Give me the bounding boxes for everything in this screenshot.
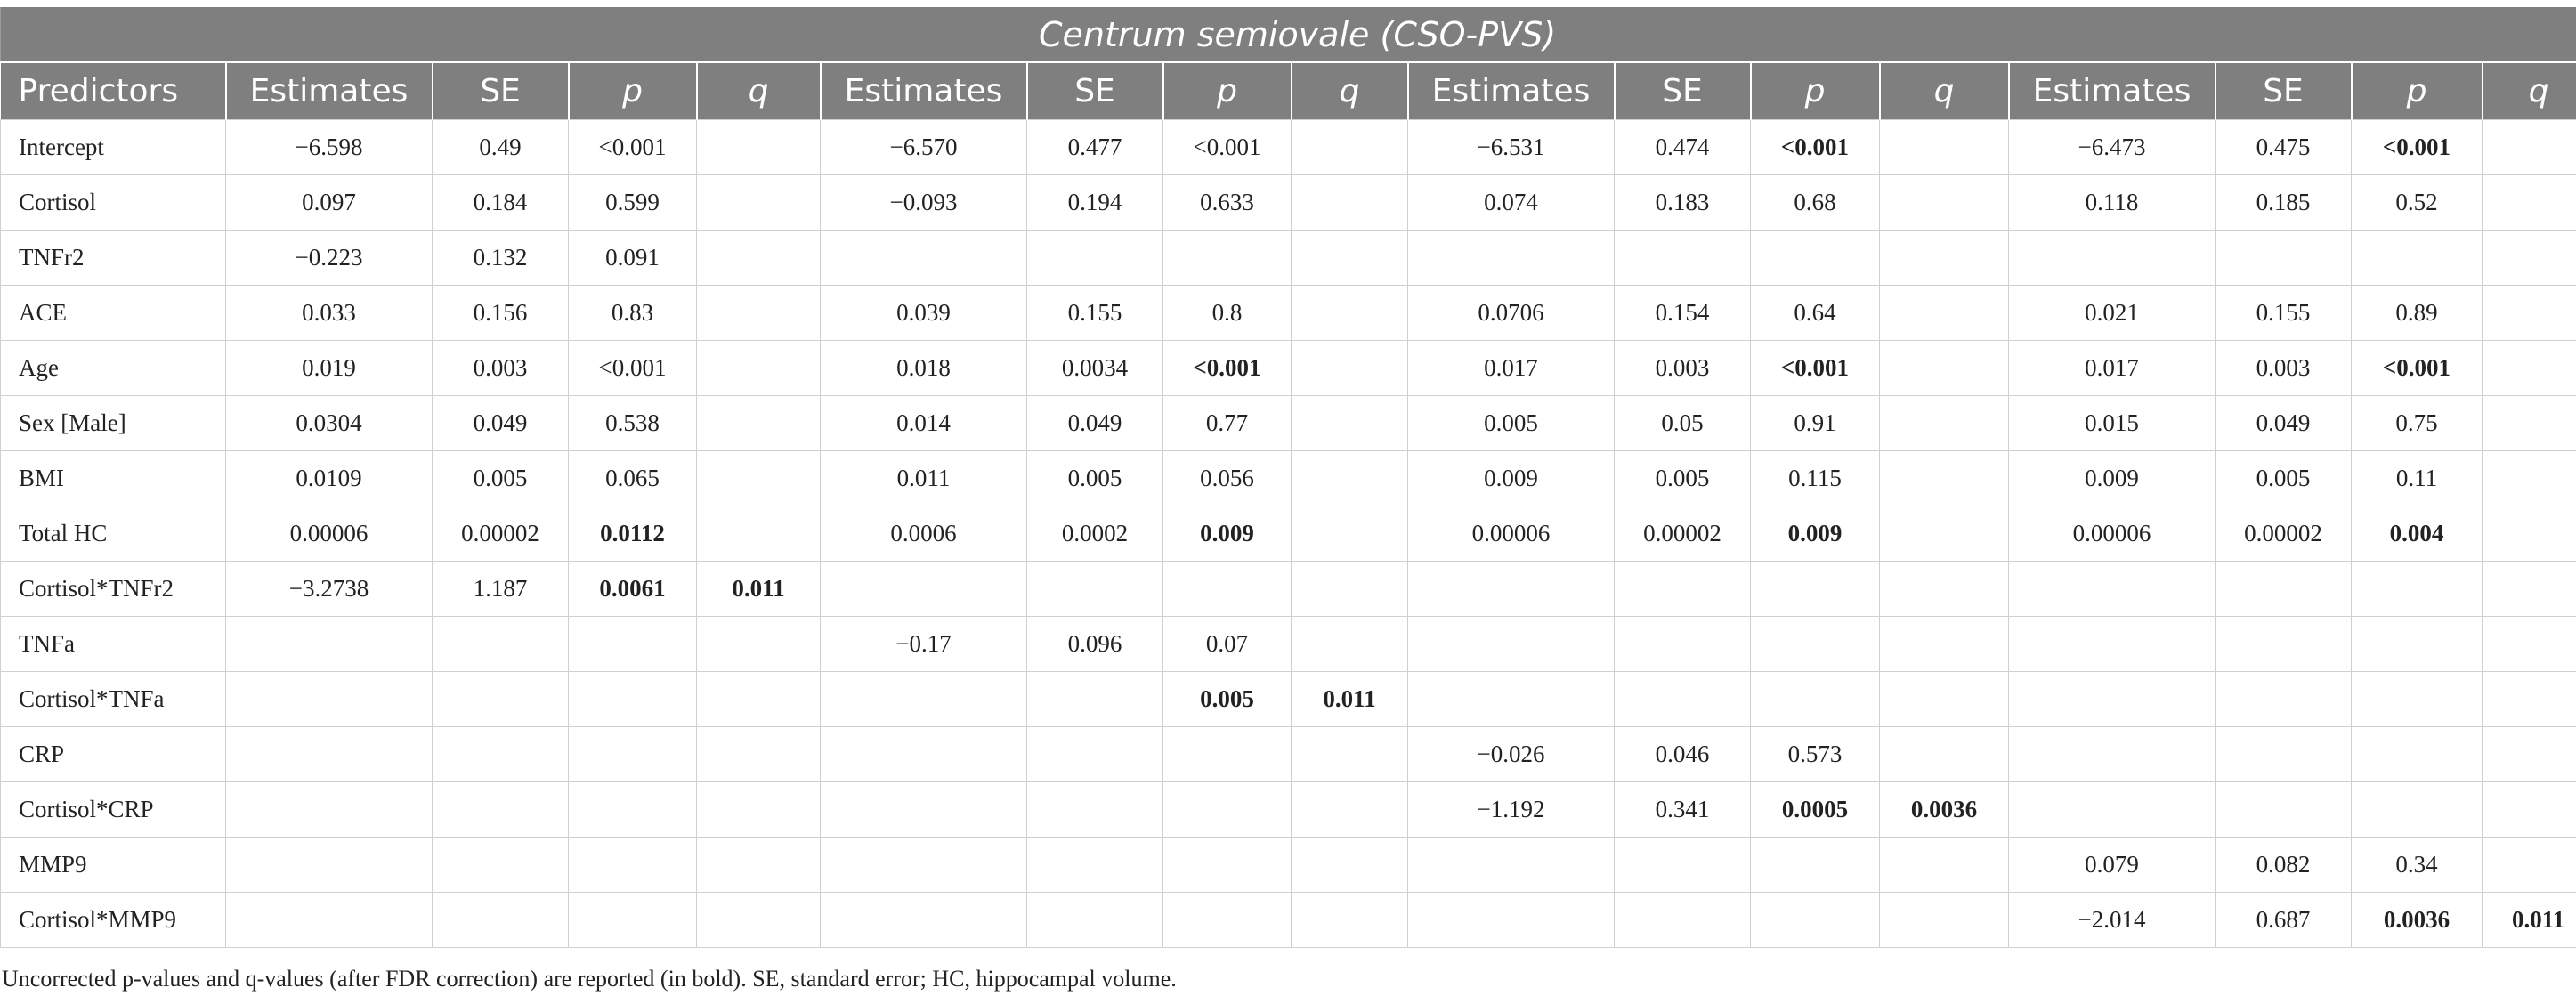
value-cell [1751, 837, 1880, 892]
table-row [1, 781, 2576, 837]
value-cell [1292, 726, 1408, 781]
value-cell [2352, 230, 2483, 285]
value-cell [1751, 561, 1880, 616]
value-cell: 0.0109 [226, 450, 433, 506]
value-cell [1163, 726, 1292, 781]
predictor-cell: MMP9 [1, 837, 226, 892]
predictor-cell: Cortisol*CRP [1, 781, 226, 837]
value-cell [2216, 726, 2352, 781]
value-cell [1027, 892, 1163, 947]
value-cell [1880, 506, 2009, 561]
value-cell [1880, 837, 2009, 892]
value-cell: 0.011 [821, 450, 1027, 506]
table-row [1, 837, 2576, 892]
value-cell: 0.8 [1163, 285, 1292, 340]
value-cell: 0.003 [433, 340, 569, 395]
value-cell: 0.0112 [569, 506, 697, 561]
value-cell: 0.154 [1615, 285, 1751, 340]
table-row [1, 119, 2576, 174]
column-header: SE [433, 62, 569, 119]
value-cell: 0.573 [1751, 726, 1880, 781]
value-cell: 0.005 [2216, 450, 2352, 506]
table-row [1, 892, 2576, 947]
value-cell: 0.079 [2009, 837, 2216, 892]
value-cell: −6.570 [821, 119, 1027, 174]
value-cell [433, 616, 569, 671]
value-cell: 0.046 [1615, 726, 1751, 781]
value-cell: <0.001 [569, 340, 697, 395]
value-cell [2483, 285, 2576, 340]
value-cell [697, 285, 821, 340]
value-cell: 0.155 [2216, 285, 2352, 340]
value-cell [433, 726, 569, 781]
value-cell: 0.011 [697, 561, 821, 616]
column-header: SE [1615, 62, 1751, 119]
value-cell: 0.009 [1751, 506, 1880, 561]
results-table-container [0, 7, 2576, 948]
value-cell: 0.009 [2009, 450, 2216, 506]
table-row [1, 726, 2576, 781]
value-cell [1615, 230, 1751, 285]
value-cell [697, 781, 821, 837]
value-cell [226, 837, 433, 892]
value-cell [433, 671, 569, 726]
value-cell [2352, 561, 2483, 616]
value-cell [697, 395, 821, 450]
value-cell [1292, 837, 1408, 892]
value-cell: 0.096 [1027, 616, 1163, 671]
value-cell: −0.093 [821, 174, 1027, 230]
value-cell [226, 671, 433, 726]
value-cell [2009, 781, 2216, 837]
value-cell [697, 506, 821, 561]
value-cell: 0.005 [1163, 671, 1292, 726]
value-cell [2483, 174, 2576, 230]
value-cell [2009, 616, 2216, 671]
value-cell: 0.538 [569, 395, 697, 450]
value-cell [1163, 561, 1292, 616]
value-cell [569, 781, 697, 837]
value-cell [226, 892, 433, 947]
value-cell: 0.005 [1027, 450, 1163, 506]
value-cell: 0.91 [1751, 395, 1880, 450]
table-row [1, 340, 2576, 395]
value-cell: −6.531 [1408, 119, 1615, 174]
table-row [1, 395, 2576, 450]
predictor-cell: Cortisol*TNFr2 [1, 561, 226, 616]
value-cell: 0.89 [2352, 285, 2483, 340]
table-row [1, 561, 2576, 616]
value-cell: 0.056 [1163, 450, 1292, 506]
value-cell [1408, 837, 1615, 892]
predictor-cell: Cortisol*TNFa [1, 671, 226, 726]
value-cell [821, 671, 1027, 726]
value-cell: −6.473 [2009, 119, 2216, 174]
value-cell [1027, 726, 1163, 781]
value-cell [697, 174, 821, 230]
column-header: Estimates [226, 62, 433, 119]
column-header: q [1880, 62, 2009, 119]
value-cell: −0.026 [1408, 726, 1615, 781]
value-cell [2009, 671, 2216, 726]
table-title: Centrum semiovale (CSO-PVS) [1, 7, 2576, 62]
value-cell: 0.074 [1408, 174, 1615, 230]
value-cell: 0.005 [1615, 450, 1751, 506]
predictor-cell: TNFa [1, 616, 226, 671]
column-header: Estimates [1408, 62, 1615, 119]
value-cell [697, 230, 821, 285]
table-footnote: Uncorrected p-values and q-values (after FDR correction) are reported (in bold). SE, standard error; HC, hippocampal volume. [2, 966, 1177, 992]
value-cell: 0.0036 [2352, 892, 2483, 947]
value-cell [1880, 285, 2009, 340]
value-cell: −3.2738 [226, 561, 433, 616]
value-cell [1292, 506, 1408, 561]
value-cell: 0.017 [1408, 340, 1615, 395]
table-row [1, 230, 2576, 285]
value-cell: 0.082 [2216, 837, 2352, 892]
value-cell [1292, 892, 1408, 947]
value-cell: <0.001 [569, 119, 697, 174]
value-cell: 0.68 [1751, 174, 1880, 230]
value-cell: <0.001 [2352, 340, 2483, 395]
value-cell: 0.011 [1292, 671, 1408, 726]
column-header: SE [2216, 62, 2352, 119]
value-cell [1615, 616, 1751, 671]
value-cell: 0.155 [1027, 285, 1163, 340]
value-cell: 0.49 [433, 119, 569, 174]
value-cell: 0.009 [1408, 450, 1615, 506]
value-cell: 0.156 [433, 285, 569, 340]
value-cell [1163, 837, 1292, 892]
value-cell: 0.0706 [1408, 285, 1615, 340]
column-header: Estimates [2009, 62, 2216, 119]
value-cell: 0.75 [2352, 395, 2483, 450]
value-cell [433, 837, 569, 892]
value-cell [697, 119, 821, 174]
value-cell: −0.223 [226, 230, 433, 285]
column-header: q [2483, 62, 2576, 119]
table-row [1, 285, 2576, 340]
value-cell: 0.00002 [2216, 506, 2352, 561]
value-cell [569, 671, 697, 726]
value-cell [1615, 561, 1751, 616]
value-cell [1027, 781, 1163, 837]
value-cell [1027, 837, 1163, 892]
value-cell: 0.83 [569, 285, 697, 340]
value-cell [569, 837, 697, 892]
value-cell [1408, 230, 1615, 285]
predictor-cell: Total HC [1, 506, 226, 561]
value-cell: 0.003 [1615, 340, 1751, 395]
value-cell [821, 781, 1027, 837]
value-cell [697, 340, 821, 395]
value-cell [1880, 230, 2009, 285]
value-cell [2216, 561, 2352, 616]
column-header: p [1163, 62, 1292, 119]
column-header: p [2352, 62, 2483, 119]
value-cell: 0.005 [1408, 395, 1615, 450]
value-cell: 0.021 [2009, 285, 2216, 340]
value-cell: 0.64 [1751, 285, 1880, 340]
value-cell [697, 450, 821, 506]
value-cell [1292, 174, 1408, 230]
value-cell: 0.132 [433, 230, 569, 285]
value-cell [1292, 340, 1408, 395]
value-cell [697, 726, 821, 781]
value-cell [1408, 671, 1615, 726]
value-cell [1880, 726, 2009, 781]
value-cell [821, 726, 1027, 781]
table-row [1, 671, 2576, 726]
value-cell: 0.015 [2009, 395, 2216, 450]
predictor-cell: TNFr2 [1, 230, 226, 285]
value-cell [2216, 671, 2352, 726]
value-cell: 0.049 [1027, 395, 1163, 450]
value-cell [2216, 781, 2352, 837]
predictor-cell: Cortisol [1, 174, 226, 230]
value-cell: 0.014 [821, 395, 1027, 450]
value-cell [1880, 395, 2009, 450]
predictor-cell: Sex [Male] [1, 395, 226, 450]
value-cell [2483, 616, 2576, 671]
column-header: p [569, 62, 697, 119]
value-cell [1880, 892, 2009, 947]
value-cell [433, 781, 569, 837]
value-cell: 0.474 [1615, 119, 1751, 174]
value-cell: 0.065 [569, 450, 697, 506]
predictor-cell: Age [1, 340, 226, 395]
value-cell: 0.194 [1027, 174, 1163, 230]
value-cell: 0.0002 [1027, 506, 1163, 561]
value-cell [1292, 395, 1408, 450]
value-cell [1292, 561, 1408, 616]
value-cell: −0.17 [821, 616, 1027, 671]
value-cell [2483, 506, 2576, 561]
value-cell [1880, 119, 2009, 174]
value-cell [2483, 726, 2576, 781]
table-title-row [1, 7, 2576, 62]
column-header: Estimates [821, 62, 1027, 119]
results-table [0, 7, 2576, 948]
value-cell: 0.00002 [433, 506, 569, 561]
value-cell [569, 726, 697, 781]
value-cell: 0.599 [569, 174, 697, 230]
value-cell [569, 892, 697, 947]
value-cell: 0.0036 [1880, 781, 2009, 837]
value-cell [1615, 671, 1751, 726]
value-cell [2483, 119, 2576, 174]
value-cell: 0.00006 [226, 506, 433, 561]
value-cell: 0.633 [1163, 174, 1292, 230]
value-cell [1163, 892, 1292, 947]
value-cell: 1.187 [433, 561, 569, 616]
column-header: q [1292, 62, 1408, 119]
value-cell [1292, 616, 1408, 671]
value-cell [2483, 450, 2576, 506]
table-row [1, 450, 2576, 506]
value-cell [1880, 340, 2009, 395]
value-cell [821, 561, 1027, 616]
value-cell [697, 671, 821, 726]
predictor-cell: Intercept [1, 119, 226, 174]
value-cell [1615, 892, 1751, 947]
predictor-cell: ACE [1, 285, 226, 340]
table-row [1, 506, 2576, 561]
value-cell [1751, 616, 1880, 671]
value-cell: −6.598 [226, 119, 433, 174]
value-cell: 0.0005 [1751, 781, 1880, 837]
value-cell: 0.0006 [821, 506, 1027, 561]
value-cell [697, 616, 821, 671]
value-cell [1751, 230, 1880, 285]
value-cell [697, 837, 821, 892]
value-cell [2483, 395, 2576, 450]
value-cell [821, 892, 1027, 947]
value-cell [1292, 230, 1408, 285]
value-cell [2352, 671, 2483, 726]
value-cell [2483, 671, 2576, 726]
column-header: q [697, 62, 821, 119]
value-cell [2352, 781, 2483, 837]
value-cell: 0.341 [1615, 781, 1751, 837]
value-cell: 0.005 [433, 450, 569, 506]
value-cell: −2.014 [2009, 892, 2216, 947]
value-cell: 0.07 [1163, 616, 1292, 671]
value-cell [2483, 781, 2576, 837]
value-cell: 0.477 [1027, 119, 1163, 174]
value-cell: 0.0034 [1027, 340, 1163, 395]
value-cell: 0.11 [2352, 450, 2483, 506]
value-cell: 0.003 [2216, 340, 2352, 395]
value-cell [1163, 781, 1292, 837]
value-cell [2009, 726, 2216, 781]
value-cell: 0.687 [2216, 892, 2352, 947]
value-cell [2483, 561, 2576, 616]
value-cell [2216, 230, 2352, 285]
value-cell: <0.001 [1751, 119, 1880, 174]
value-cell [2216, 616, 2352, 671]
value-cell [226, 781, 433, 837]
value-cell: <0.001 [1751, 340, 1880, 395]
value-cell: 0.00006 [2009, 506, 2216, 561]
value-cell: 0.184 [433, 174, 569, 230]
value-cell [1027, 561, 1163, 616]
value-cell [1880, 561, 2009, 616]
value-cell [821, 230, 1027, 285]
value-cell [1408, 616, 1615, 671]
table-row [1, 616, 2576, 671]
value-cell: 0.34 [2352, 837, 2483, 892]
value-cell: 0.004 [2352, 506, 2483, 561]
value-cell [1880, 616, 2009, 671]
value-cell: <0.001 [2352, 119, 2483, 174]
value-cell: 0.049 [2216, 395, 2352, 450]
value-cell [1027, 230, 1163, 285]
value-cell: 0.52 [2352, 174, 2483, 230]
value-cell [1751, 671, 1880, 726]
value-cell [569, 616, 697, 671]
value-cell [1027, 671, 1163, 726]
value-cell: 0.033 [226, 285, 433, 340]
value-cell [226, 726, 433, 781]
value-cell: 0.115 [1751, 450, 1880, 506]
column-header: SE [1027, 62, 1163, 119]
value-cell [2009, 561, 2216, 616]
value-cell [1408, 561, 1615, 616]
value-cell [1292, 119, 1408, 174]
value-cell [2352, 726, 2483, 781]
value-cell [1751, 892, 1880, 947]
value-cell: 0.185 [2216, 174, 2352, 230]
value-cell: 0.183 [1615, 174, 1751, 230]
value-cell [1880, 174, 2009, 230]
value-cell: 0.049 [433, 395, 569, 450]
column-header: p [1751, 62, 1880, 119]
value-cell: −1.192 [1408, 781, 1615, 837]
value-cell [1292, 781, 1408, 837]
value-cell: 0.039 [821, 285, 1027, 340]
value-cell [2483, 340, 2576, 395]
value-cell: 0.018 [821, 340, 1027, 395]
value-cell: 0.097 [226, 174, 433, 230]
value-cell: 0.77 [1163, 395, 1292, 450]
value-cell: 0.00002 [1615, 506, 1751, 561]
value-cell [1408, 892, 1615, 947]
value-cell: 0.009 [1163, 506, 1292, 561]
value-cell [2483, 837, 2576, 892]
value-cell [1880, 450, 2009, 506]
value-cell: 0.00006 [1408, 506, 1615, 561]
value-cell: 0.011 [2483, 892, 2576, 947]
value-cell [2352, 616, 2483, 671]
predictor-cell: Cortisol*MMP9 [1, 892, 226, 947]
value-cell [226, 616, 433, 671]
value-cell [433, 892, 569, 947]
value-cell [1292, 450, 1408, 506]
column-header-row [1, 62, 2576, 119]
value-cell [2483, 230, 2576, 285]
value-cell: 0.05 [1615, 395, 1751, 450]
value-cell [2009, 230, 2216, 285]
value-cell [697, 892, 821, 947]
value-cell: 0.091 [569, 230, 697, 285]
column-header: Predictors [1, 62, 226, 119]
value-cell: 0.118 [2009, 174, 2216, 230]
value-cell: 0.0061 [569, 561, 697, 616]
value-cell: 0.017 [2009, 340, 2216, 395]
value-cell: 0.019 [226, 340, 433, 395]
value-cell: 0.0304 [226, 395, 433, 450]
table-row [1, 174, 2576, 230]
value-cell [1880, 671, 2009, 726]
value-cell [821, 837, 1027, 892]
value-cell [1615, 837, 1751, 892]
predictor-cell: BMI [1, 450, 226, 506]
predictor-cell: CRP [1, 726, 226, 781]
value-cell: <0.001 [1163, 340, 1292, 395]
value-cell: 0.475 [2216, 119, 2352, 174]
value-cell [1292, 285, 1408, 340]
value-cell [1163, 230, 1292, 285]
value-cell: <0.001 [1163, 119, 1292, 174]
